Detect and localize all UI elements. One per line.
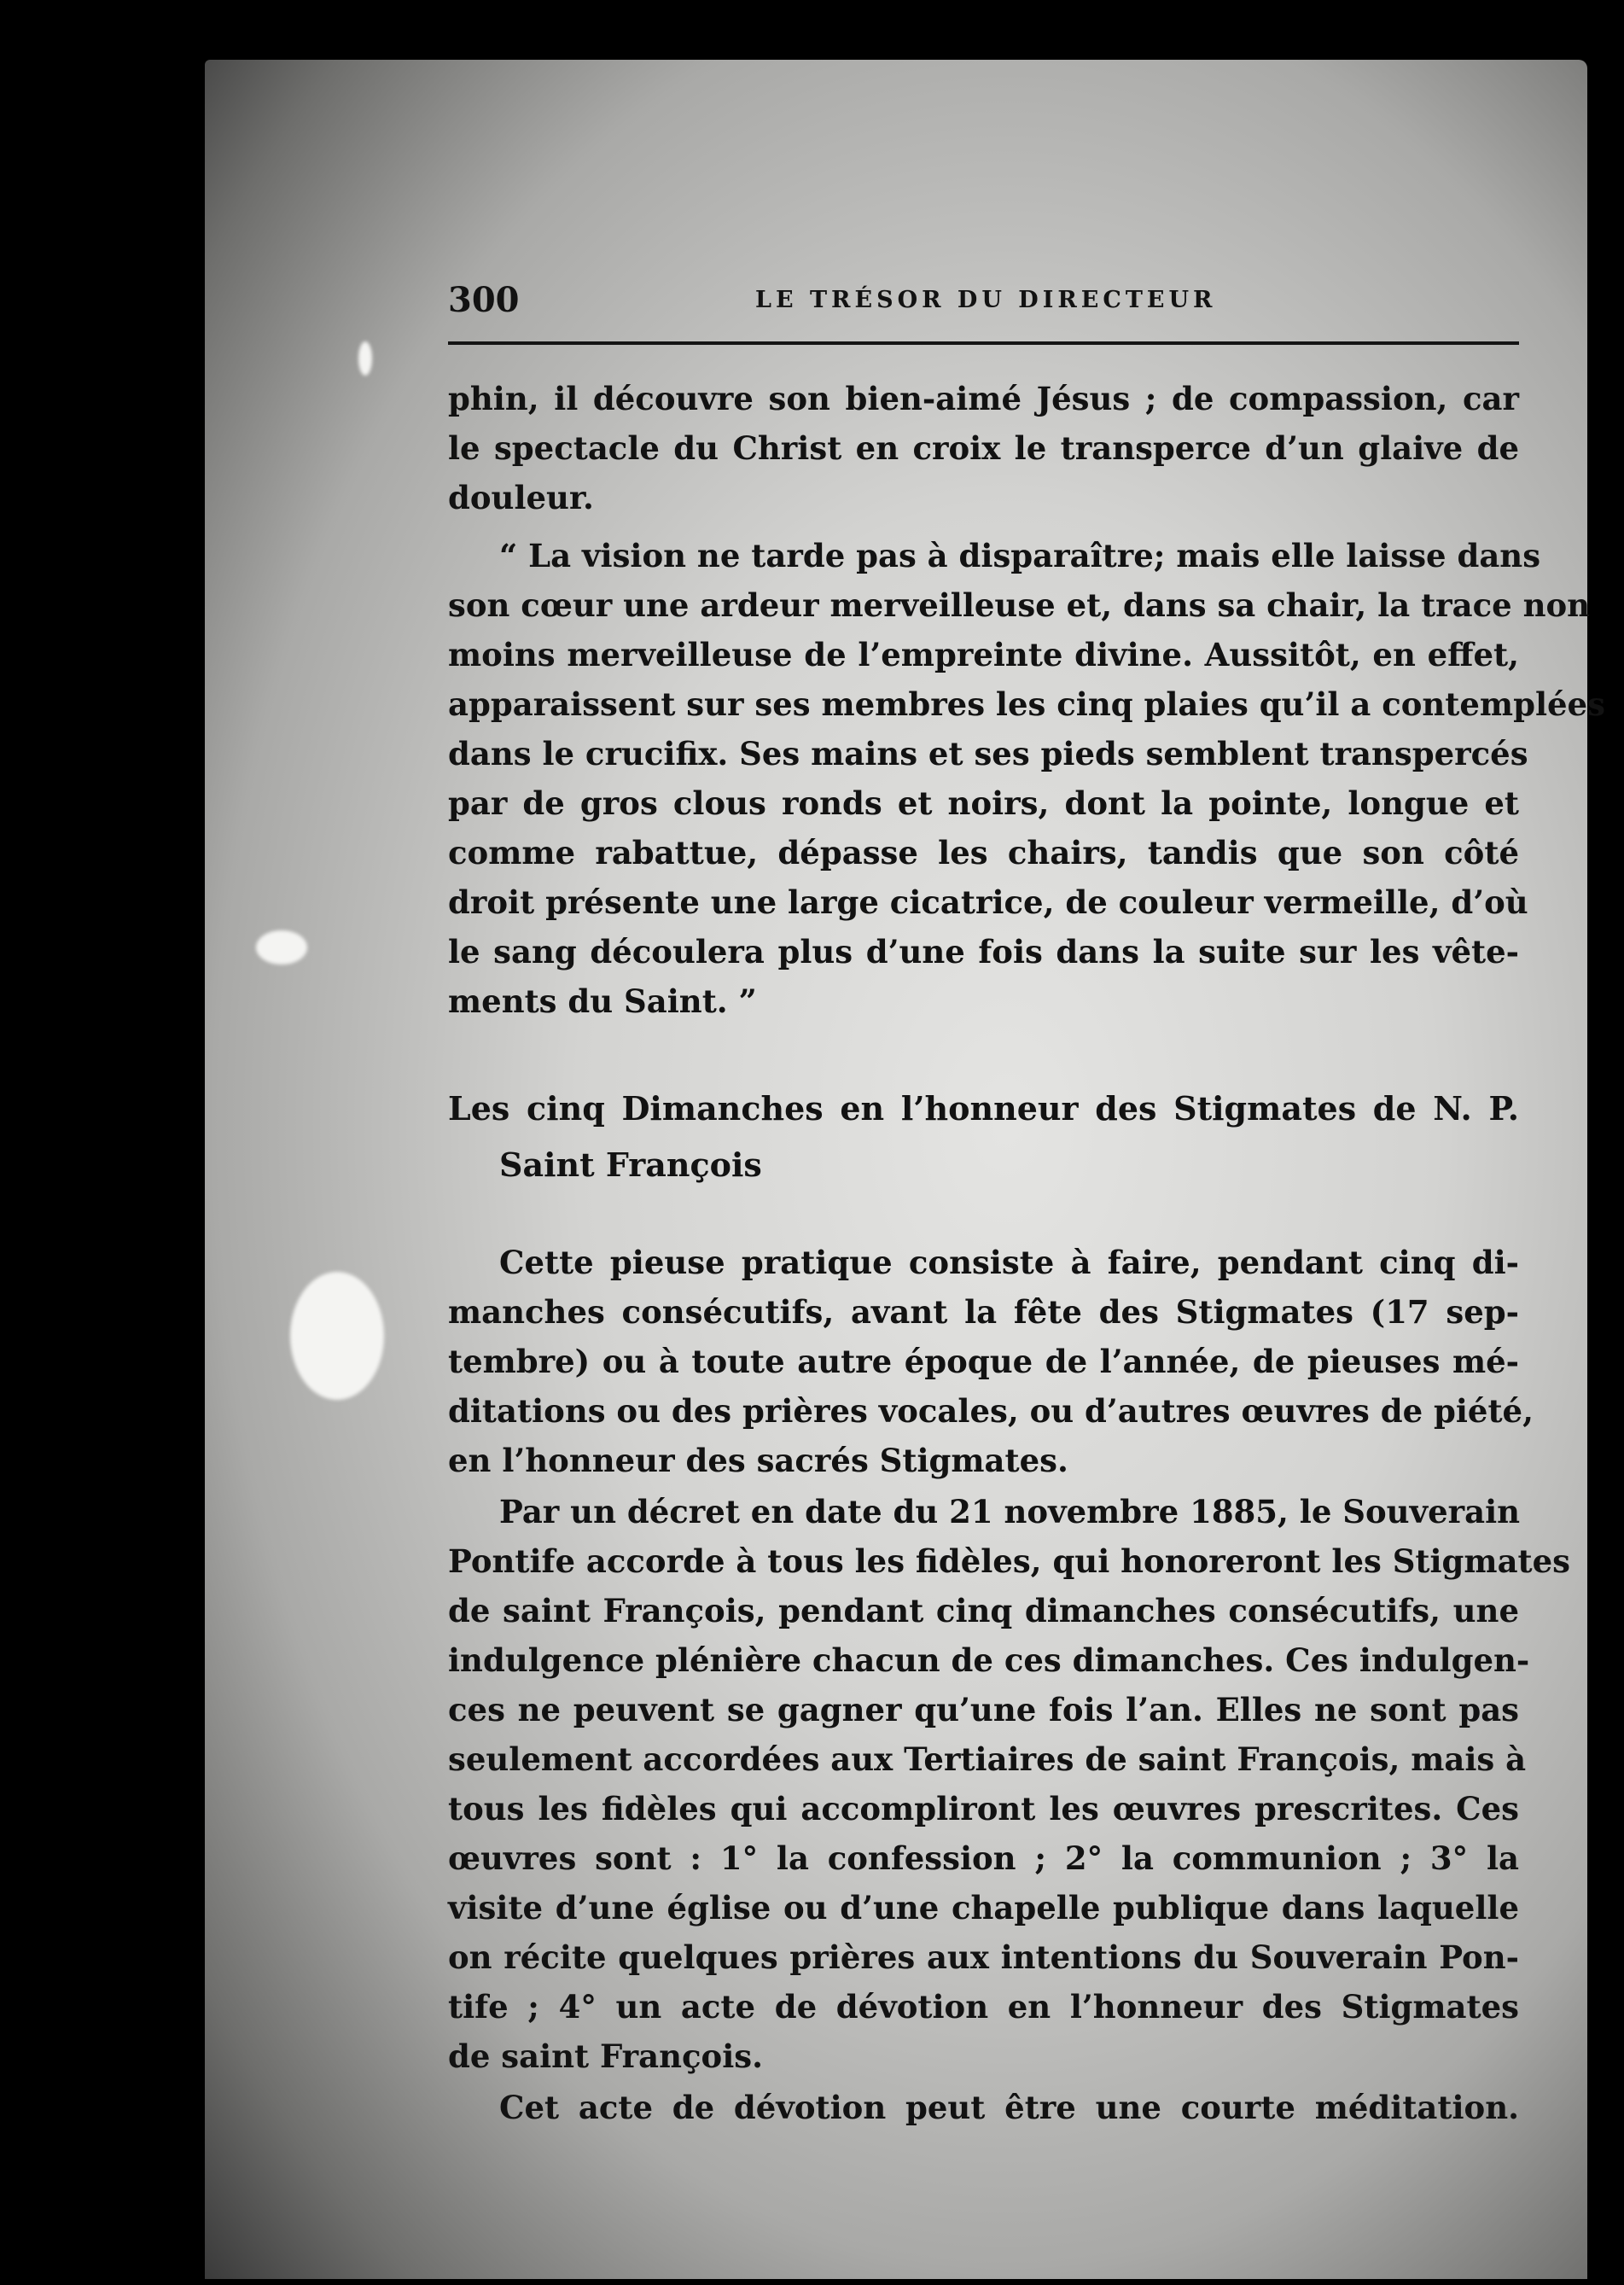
page-number: 300	[448, 280, 520, 320]
text-line: Par un décret en date du 21 novembre 1885, le Souverain	[499, 1493, 1521, 1530]
text-line: droit présente une large cicatrice, de couleur vermeille, d’où	[448, 883, 1528, 921]
text-line: comme rabattue, dépasse les chairs, tandis que son côté	[448, 834, 1519, 871]
text-line: ces ne peuvent se gagner qu’une fois l’an. Elles ne sont pas	[448, 1691, 1519, 1728]
text-line: Pontife accorde à tous les fidèles, qui honoreront les Stigmates	[448, 1542, 1571, 1580]
text-line: Cet acte de dévotion peut être une courte méditation.	[499, 2089, 1519, 2126]
text-line: tife ; 4° un acte de dévotion en l’honneur des Stigmates	[448, 1988, 1519, 2026]
text-line: de saint François, pendant cinq dimanches consécutifs, une	[448, 1592, 1519, 1629]
paper-stain	[290, 1272, 384, 1400]
text-line: moins merveilleuse de l’empreinte divine. Aussitôt, en effet,	[448, 636, 1519, 673]
text-line: manches consécutifs, avant la fête des Stigmates (17 sep-	[448, 1293, 1519, 1331]
text-line: tembre) ou à toute autre époque de l’année, de pieuses mé-	[448, 1343, 1519, 1380]
text-line: dans le crucifix. Ses mains et ses pieds semblent transpercés	[448, 735, 1528, 772]
text-line: seulement accordées aux Tertiaires de saint François, mais à	[448, 1740, 1527, 1778]
text-line: œuvres sont : 1° la confession ; 2° la communion ; 3° la	[448, 1839, 1519, 1877]
paper-stain	[256, 930, 307, 965]
text-line: en l’honneur des sacrés Stigmates.	[448, 1442, 1068, 1479]
running-title: LE TRÉSOR DU DIRECTEUR	[755, 287, 1217, 313]
paper-stain	[358, 341, 372, 376]
running-head	[448, 275, 1519, 326]
text-line: visite d’une église ou d’une chapelle publique dans laquelle	[448, 1889, 1519, 1927]
text-line: le spectacle du Christ en croix le transperce d’un glaive de	[448, 429, 1519, 467]
text-line: le sang découlera plus d’une fois dans la suite sur les vête-	[448, 933, 1519, 971]
text-line: phin, il découvre son bien-aimé Jésus ; de compassion, car	[448, 380, 1519, 417]
section-heading: Saint François	[499, 1145, 762, 1184]
text-line: par de gros clous ronds et noirs, dont la pointe, longue et	[448, 784, 1519, 822]
section-heading: Les cinq Dimanches en l’honneur des Stigmates de N. P.	[448, 1089, 1519, 1128]
text-line: Cette pieuse pratique consiste à faire, pendant cinq di-	[499, 1244, 1519, 1281]
text-line: tous les fidèles qui accompliront les œuvres prescrites. Ces	[448, 1790, 1519, 1827]
text-line: on récite quelques prières aux intentions du Souverain Pon-	[448, 1938, 1519, 1976]
text-line: indulgence plénière chacun de ces dimanches. Ces indulgen-	[448, 1641, 1530, 1679]
text-line: douleur.	[448, 479, 594, 516]
header-rule	[448, 341, 1519, 345]
text-line: ditations ou des prières vocales, ou d’autres œuvres de piété,	[448, 1392, 1534, 1430]
text-line: ments du Saint. ”	[448, 982, 757, 1020]
text-line: de saint François.	[448, 2037, 763, 2075]
text-line: apparaissent sur ses membres les cinq plaies qu’il a contemplées	[448, 685, 1605, 723]
text-line: “ La vision ne tarde pas à disparaître; mais elle laisse dans	[499, 537, 1541, 574]
text-line: son cœur une ardeur merveilleuse et, dans sa chair, la trace non	[448, 586, 1591, 624]
